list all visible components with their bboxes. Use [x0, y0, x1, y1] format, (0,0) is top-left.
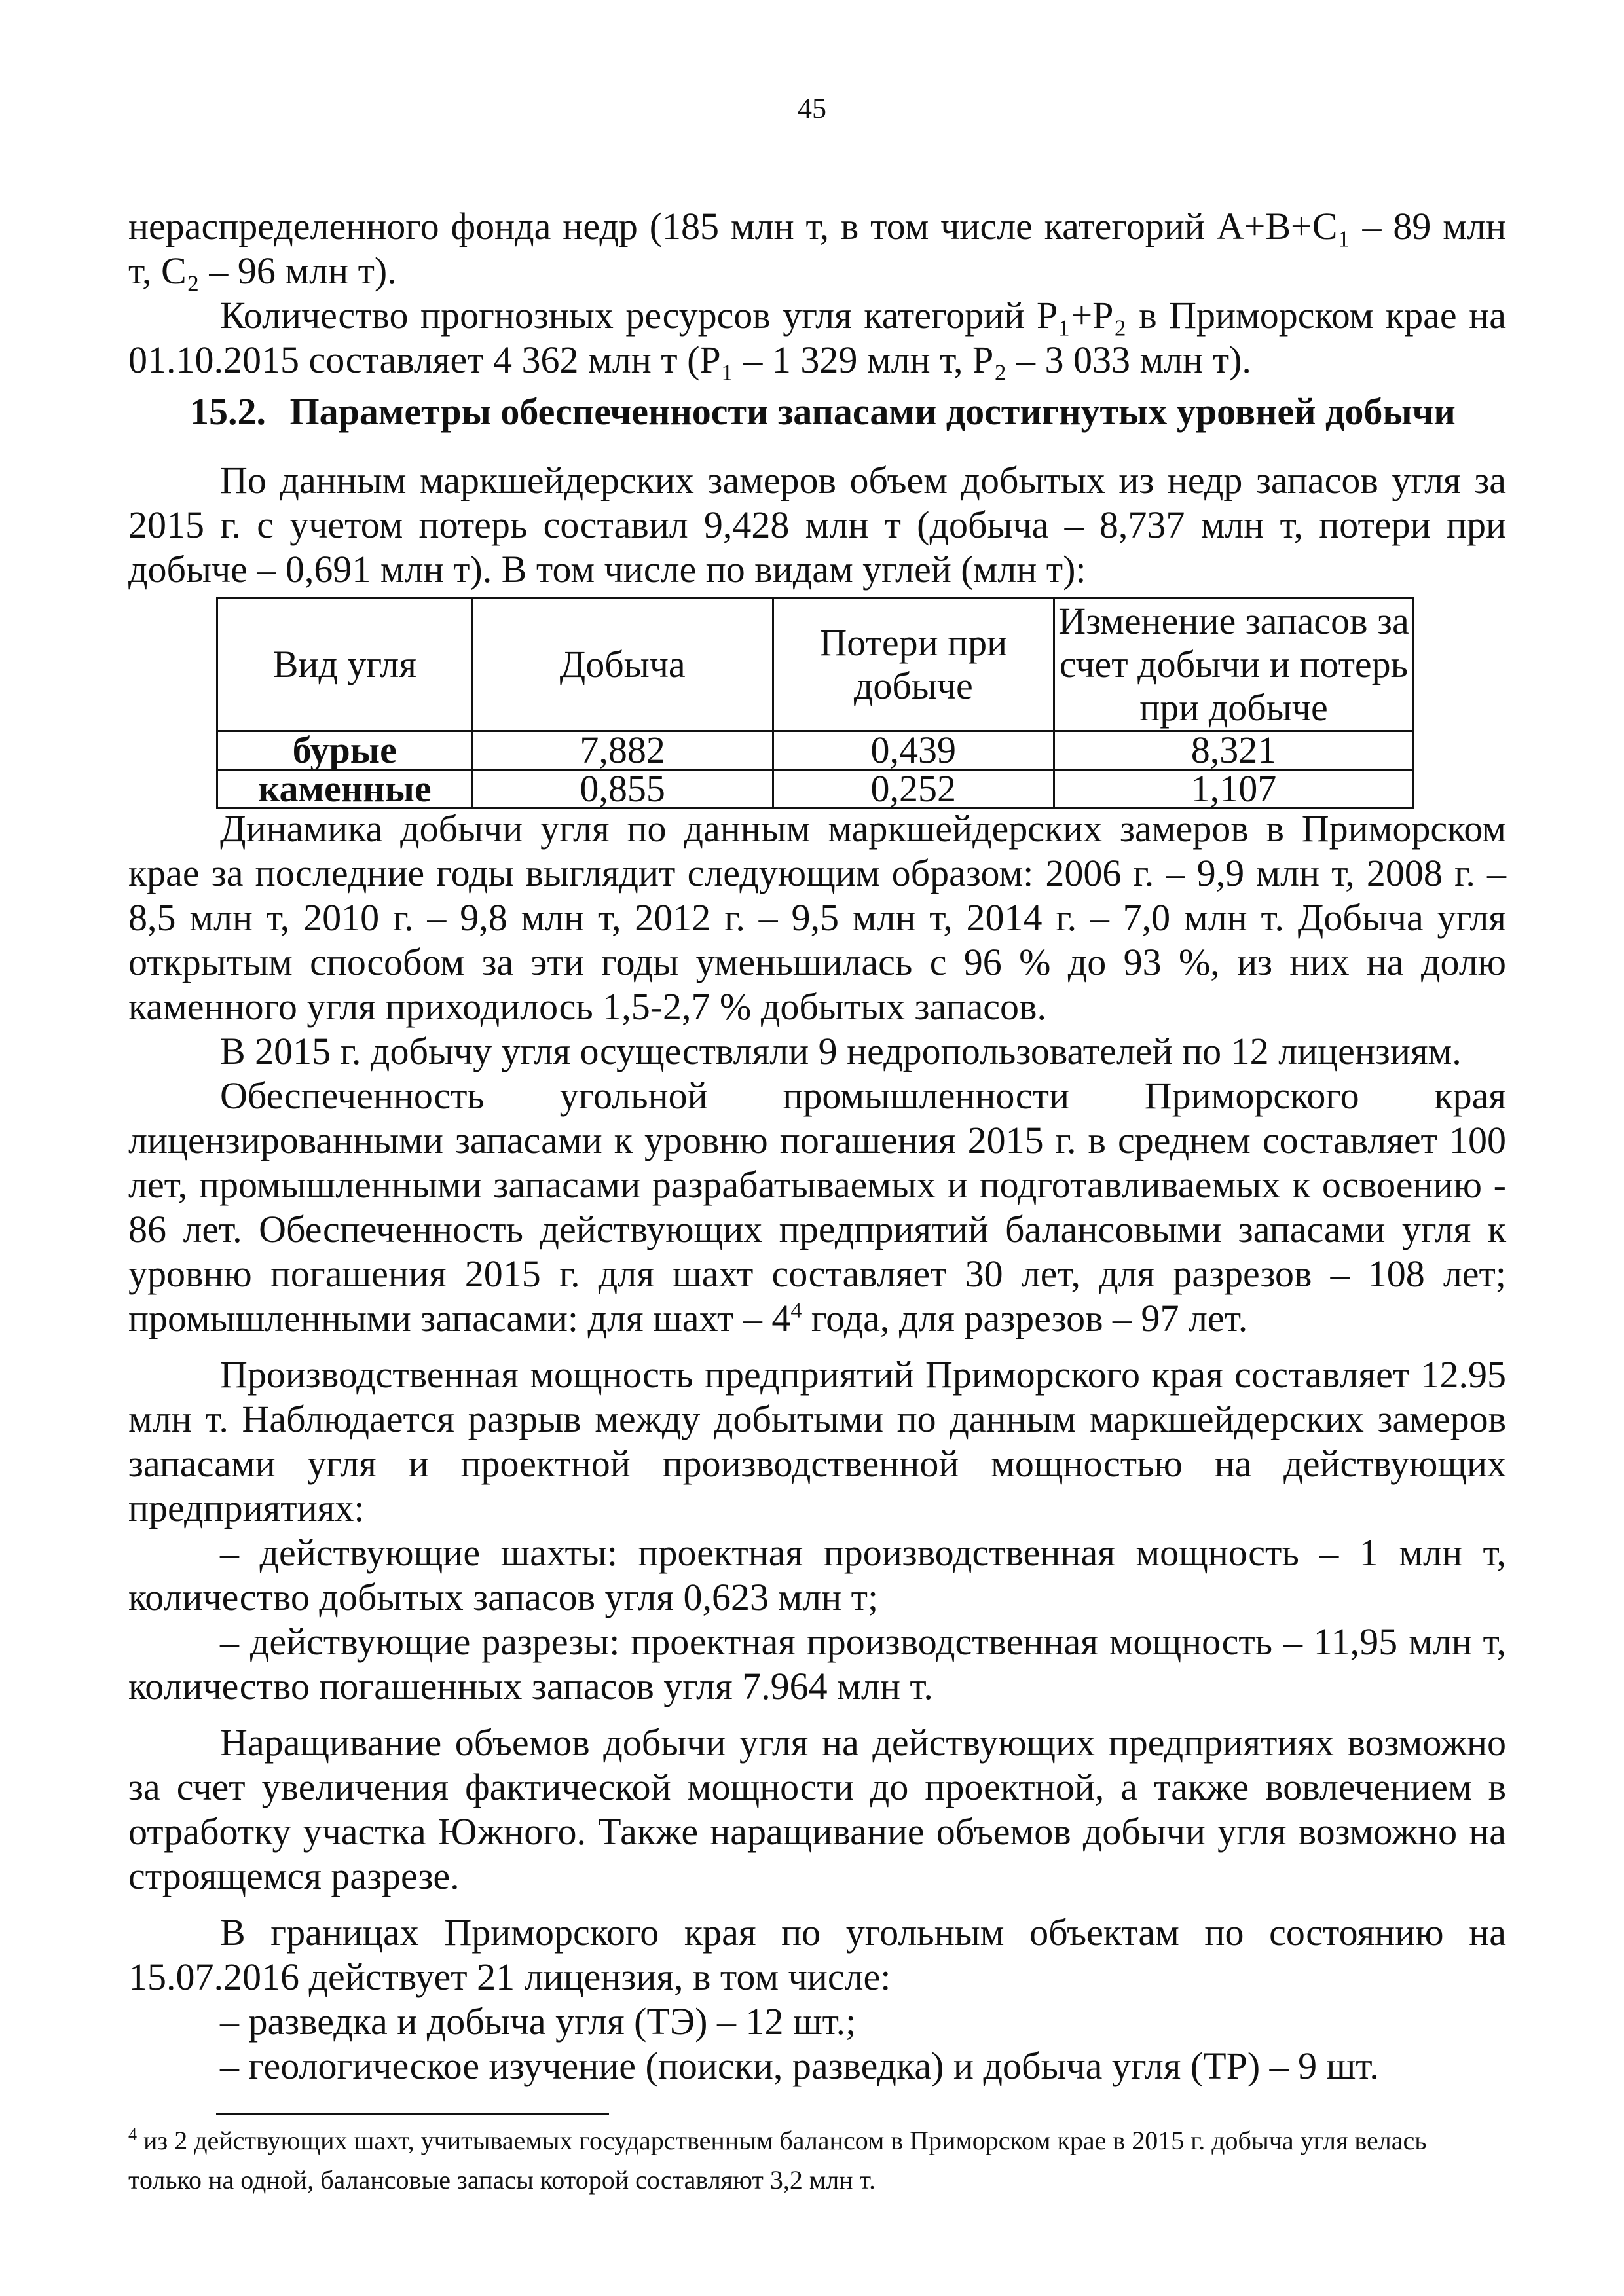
- dash-marker: –: [220, 2045, 239, 2087]
- footnote-mark: 4: [128, 2124, 137, 2144]
- subsoil-users-paragraph: В 2015 г. добычу угля осуществляли 9 недропользователей по 12 лицензиям.: [220, 1030, 1462, 1072]
- header-production: Добыча: [472, 598, 773, 731]
- capacity-paragraph: Производственная мощность предприятий Приморского края составляет 12.95 млн т. Наблюдается разрыв между добытыми по данным маркшейдерских замеров запасами угля и проектной производственной мощностью на действующих предприятиях:: [128, 1353, 1506, 1529]
- table-cell: 1,107: [1054, 770, 1413, 809]
- dash-marker: –: [220, 1531, 239, 1574]
- list-item-text: действующие шахты: проектная производственная мощность – 1 млн т, количество добытых запасов угля 0,623 млн т;: [128, 1531, 1506, 1618]
- supply-paragraph: [128, 1074, 1506, 1341]
- supply-text: Обеспеченность угольной промышленности Приморского края лицензированными запасами к уровню погашения 2015 г. в среднем составляет 100 лет, промышленными запасами разрабатываемых и подготавливаемых к освоению - 86 лет. Обеспеченность действующих предприятий балансовыми запасами угля к уровню погашения 2015 г. для шахт составляет 30 лет, для разрезов – 108 лет; промышленными запасами: для шахт – 4: [128, 1074, 1506, 1339]
- table-header-row: [217, 598, 1414, 731]
- supply-text-end: года, для разрезов – 97 лет.: [802, 1297, 1248, 1339]
- intro-paragraph-2: Количество прогнозных ресурсов угля категорий Р₁+Р₂ в Приморском крае на 01.10.2015 составляет 4 362 млн т (Р₁ – 1 329 млн т, Р₂ – 3 033 млн т).: [128, 294, 1506, 381]
- header-losses: Потери при добыче: [773, 598, 1054, 731]
- section-heading: [190, 390, 1456, 433]
- table-cell: 0,439: [773, 731, 1054, 770]
- table-cell: 8,321: [1054, 731, 1413, 770]
- list-item-text: геологическое изучение (поиски, разведка) и добыча угля (ТР) – 9 шт.: [248, 2045, 1379, 2087]
- licenses-paragraph: В границах Приморского края по угольным объектам по состоянию на 15.07.2016 действует 21 лицензия, в том числе:: [128, 1911, 1506, 1998]
- footnote-divider: [216, 2113, 609, 2115]
- list-item: [128, 1999, 1506, 2044]
- increase-paragraph: Наращивание объемов добычи угля на действующих предприятиях возможно за счет увеличения фактической мощности до проектной, а также вовлечением в отработку участка Южного. Также наращивание объемов добычи угля возможно на строящемся разрезе.: [128, 1721, 1506, 1897]
- dash-marker: –: [220, 1620, 239, 1663]
- intro-section: [128, 204, 1506, 382]
- survey-paragraph: По данным маркшейдерских замеров объем добытых из недр запасов угля за 2015 г. с учетом потерь составил 9,428 млн т (добыча – 8,737 млн т, потери при добыче – 0,691 млн т). В том числе по видам углей (млн т):: [128, 459, 1506, 591]
- list-item: [128, 1620, 1506, 1709]
- footnote: [128, 2121, 1506, 2200]
- page-number: 45: [798, 92, 826, 124]
- table-cell: бурые: [217, 731, 473, 770]
- intro-paragraph-1: нераспределенного фонда недр (185 млн т, в том числе категорий А+В+С₁ – 89 млн т, С₂ – 96 млн т).: [128, 205, 1506, 292]
- main-section: [128, 807, 1506, 2088]
- section-title: Параметры обеспеченности запасами достигнутых уровней добычи: [289, 390, 1456, 433]
- table-cell: 0,252: [773, 770, 1054, 809]
- table-cell: 0,855: [472, 770, 773, 809]
- list-item: [128, 1531, 1506, 1620]
- dynamics-paragraph: Динамика добычи угля по данным маркшейдерских замеров в Приморском крае за последние годы выглядит следующим образом: 2006 г. – 9,9 млн т, 2008 г. – 8,5 млн т, 2010 г. – 9,8 млн т, 2012 г. – 9,5 млн т, 2014 г. – 7,0 млн т. Добыча угля открытым способом за эти годы уменьшилась с 96 % до 93 %, из них на долю каменного угля приходилось 1,5-2,7 % добытых запасов.: [128, 807, 1506, 1028]
- list-item-text: разведка и добыча угля (ТЭ) – 12 шт.;: [248, 2000, 857, 2043]
- footnote-reference: 4: [790, 1298, 802, 1323]
- dash-marker: –: [220, 2000, 239, 2043]
- list-item: [128, 2044, 1506, 2088]
- header-coal-type: Вид угля: [217, 598, 473, 731]
- list-item-text: действующие разрезы: проектная производственная мощность – 11,95 млн т, количество погашенных запасов угля 7.964 млн т.: [128, 1620, 1506, 1707]
- section-number: 15.2.: [190, 390, 266, 433]
- coal-production-table: [216, 597, 1414, 809]
- survey-section: [128, 458, 1506, 592]
- footnote-text: из 2 действующих шахт, учитываемых государственным балансом в Приморском крае в 2015 г. добыча угля велась только на одной, балансовые запасы которой составляют 3,2 млн т.: [128, 2126, 1427, 2195]
- header-reserve-change: Изменение запасов за счет добычи и потерь при добыче: [1054, 598, 1413, 731]
- table-cell: каменные: [217, 770, 473, 809]
- table-row: [217, 770, 1414, 809]
- table-cell: 7,882: [472, 731, 773, 770]
- table-row: [217, 731, 1414, 770]
